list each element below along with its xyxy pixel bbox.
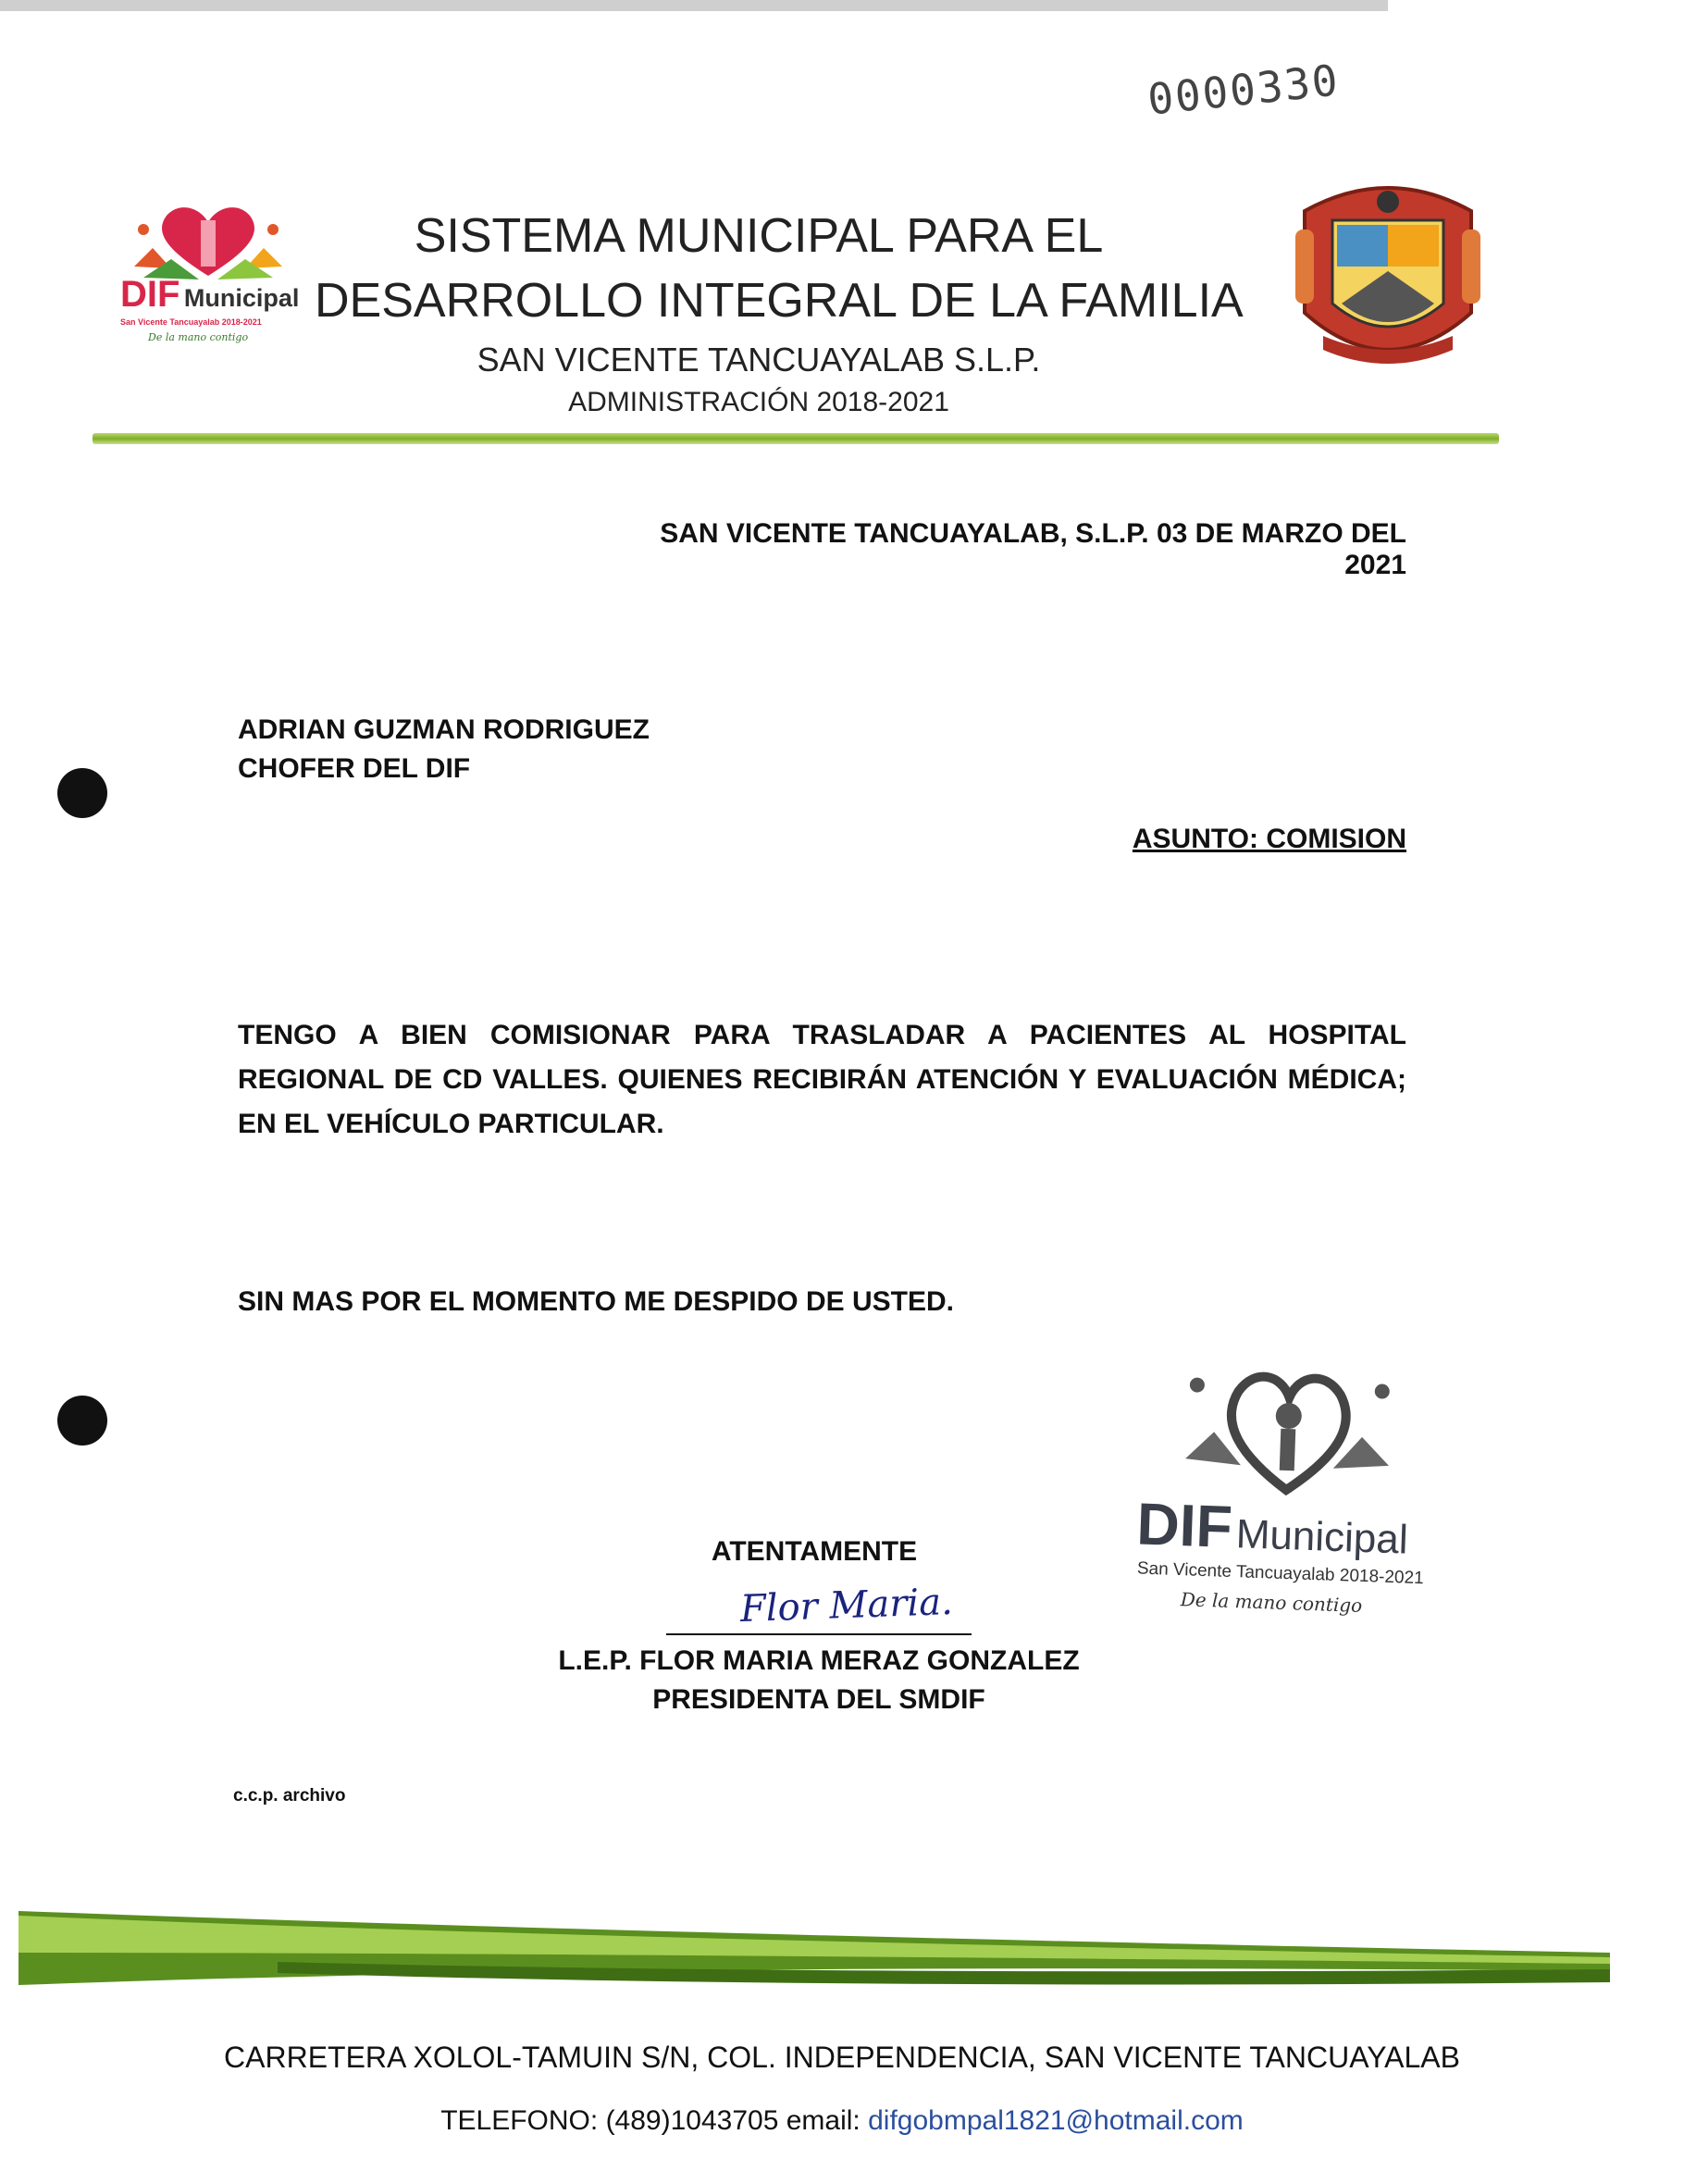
stamp-emblem-icon <box>1166 1347 1411 1504</box>
header-line-3: SAN VICENTE TANCUAYALAB S.L.P. <box>477 341 1041 378</box>
subject-line <box>1018 824 1406 855</box>
recipient-name: ADRIAN GUZMAN RODRIGUEZ <box>238 714 650 745</box>
header-divider <box>93 433 1499 444</box>
header-line-4: ADMINISTRACIÓN 2018-2021 <box>568 387 949 417</box>
footer-phone: TELEFONO: (489)1043705 email: <box>440 2105 869 2136</box>
letter-body: TENGO A BIEN COMISIONAR PARA TRASLADAR A PACIENTES AL HOSPITAL REGIONAL DE CD VALLES. QUIENES RECIBIRÁN ATENCIÓN Y EVALUACIÓN MÉDICA; EN EL VEHÍCULO PARTICULAR. <box>238 1020 1406 1139</box>
folio-number: 0000330 <box>1145 55 1343 125</box>
dif-logo-tagline: De la mano contigo <box>148 331 249 343</box>
municipal-coat-of-arms <box>1286 174 1490 378</box>
signer-name: L.E.P. FLOR MARIA MERAZ GONZALEZ <box>558 1645 1080 1676</box>
letter-closing: SIN MAS POR EL MOMENTO ME DESPIDO DE USTED. <box>238 1286 954 1317</box>
punch-hole-bottom <box>57 1396 107 1446</box>
page-top-edge <box>0 0 1388 11</box>
date-line: SAN VICENTE TANCUAYALAB, S.L.P. 03 DE MARZO DEL 2021 <box>660 518 1406 580</box>
dif-heart-icon <box>116 202 301 285</box>
punch-hole-top <box>57 768 107 818</box>
footer-green-band <box>0 1897 1684 2008</box>
dif-logo-sub: San Vicente Tancuayalab 2018-2021 <box>120 317 262 327</box>
stamp-tagline: De la mano contigo <box>1180 1588 1363 1617</box>
salutation: ATENTAMENTE <box>711 1536 918 1567</box>
footer-address: CARRETERA XOLOL-TAMUIN S/N, COL. INDEPENDENCIA, SAN VICENTE TANCUAYALAB <box>224 2041 1460 2074</box>
dif-stamp <box>1124 1346 1448 1634</box>
dif-logo <box>116 202 301 359</box>
subject-text: ASUNTO: COMISION <box>1132 824 1406 854</box>
signature-line <box>666 1633 972 1635</box>
signer-role: PRESIDENTA DEL SMDIF <box>652 1684 985 1715</box>
handwritten-signature: Flor Maria. <box>739 1581 954 1631</box>
footer-email[interactable]: difgobmpal1821@hotmail.com <box>868 2105 1244 2136</box>
stamp-sub: San Vicente Tancuayalab 2018-2021 <box>1136 1558 1425 1589</box>
recipient-role: CHOFER DEL DIF <box>238 753 471 784</box>
stamp-wordmark: DIF Municipal <box>1135 1490 1409 1563</box>
ccp-note: c.c.p. archivo <box>233 1786 346 1806</box>
header-line-2: DESARROLLO INTEGRAL DE LA FAMILIA <box>315 274 1244 328</box>
coat-of-arms-icon <box>1286 174 1490 378</box>
header-line-1: SISTEMA MUNICIPAL PARA EL <box>414 209 1104 263</box>
dif-logo-wordmark: DIF Municipal <box>120 274 300 315</box>
footer-contact <box>0 2105 1684 2137</box>
